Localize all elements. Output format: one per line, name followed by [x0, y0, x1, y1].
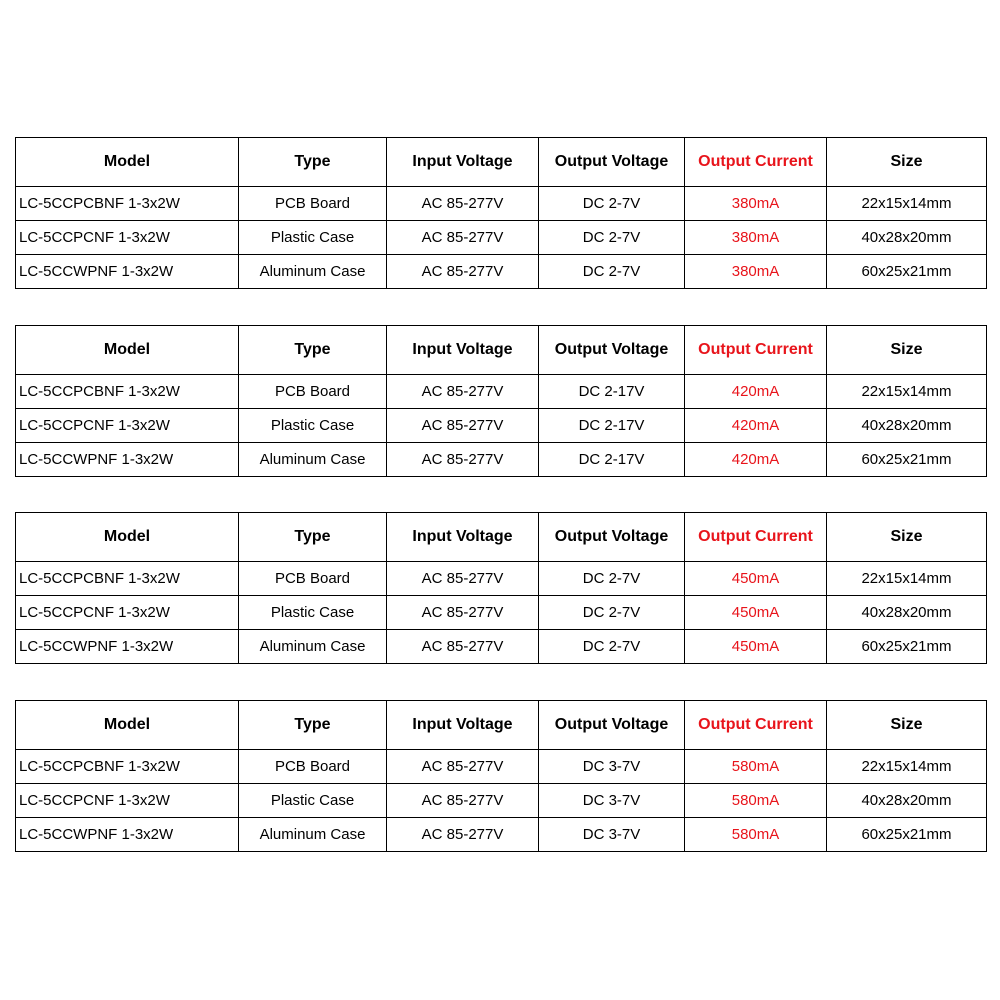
header-output-voltage: Output Voltage	[539, 138, 685, 187]
cell-size: 60x25x21mm	[827, 818, 987, 852]
cell-size: 40x28x20mm	[827, 409, 987, 443]
cell-output-voltage: DC 3-7V	[539, 818, 685, 852]
header-input-voltage: Input Voltage	[387, 513, 539, 562]
table-row	[16, 221, 987, 255]
cell-size: 22x15x14mm	[827, 375, 987, 409]
cell-type: PCB Board	[239, 562, 387, 596]
header-output-current: Output Current	[685, 138, 827, 187]
cell-input-voltage: AC 85-277V	[387, 187, 539, 221]
cell-output-current: 450mA	[685, 562, 827, 596]
header-size: Size	[827, 701, 987, 750]
header-input-voltage: Input Voltage	[387, 138, 539, 187]
header-model: Model	[16, 326, 239, 375]
header-output-current: Output Current	[685, 513, 827, 562]
cell-model: LC-5CCWPNF 1-3x2W	[16, 818, 239, 852]
cell-input-voltage: AC 85-277V	[387, 443, 539, 477]
cell-output-current: 380mA	[685, 221, 827, 255]
cell-output-current: 450mA	[685, 630, 827, 664]
cell-model: LC-5CCPCBNF 1-3x2W	[16, 187, 239, 221]
cell-output-current: 580mA	[685, 750, 827, 784]
spec-table-420ma	[15, 325, 987, 477]
cell-size: 22x15x14mm	[827, 750, 987, 784]
cell-input-voltage: AC 85-277V	[387, 221, 539, 255]
header-size: Size	[827, 513, 987, 562]
table-header-row	[16, 326, 987, 375]
cell-size: 40x28x20mm	[827, 784, 987, 818]
cell-output-voltage: DC 2-17V	[539, 409, 685, 443]
cell-type: Plastic Case	[239, 784, 387, 818]
cell-type: Aluminum Case	[239, 255, 387, 289]
header-output-voltage: Output Voltage	[539, 513, 685, 562]
header-output-current: Output Current	[685, 701, 827, 750]
cell-type: PCB Board	[239, 187, 387, 221]
cell-type: Aluminum Case	[239, 443, 387, 477]
cell-model: LC-5CCWPNF 1-3x2W	[16, 255, 239, 289]
cell-output-current: 450mA	[685, 596, 827, 630]
cell-model: LC-5CCPCNF 1-3x2W	[16, 596, 239, 630]
cell-model: LC-5CCPCNF 1-3x2W	[16, 221, 239, 255]
table-row	[16, 255, 987, 289]
cell-input-voltage: AC 85-277V	[387, 255, 539, 289]
cell-input-voltage: AC 85-277V	[387, 375, 539, 409]
header-output-voltage: Output Voltage	[539, 326, 685, 375]
table-row	[16, 187, 987, 221]
cell-output-current: 420mA	[685, 443, 827, 477]
cell-output-voltage: DC 2-7V	[539, 562, 685, 596]
cell-output-voltage: DC 2-7V	[539, 221, 685, 255]
cell-input-voltage: AC 85-277V	[387, 784, 539, 818]
cell-output-voltage: DC 2-17V	[539, 375, 685, 409]
table-row	[16, 596, 987, 630]
header-type: Type	[239, 701, 387, 750]
cell-type: PCB Board	[239, 750, 387, 784]
header-input-voltage: Input Voltage	[387, 326, 539, 375]
cell-input-voltage: AC 85-277V	[387, 596, 539, 630]
cell-input-voltage: AC 85-277V	[387, 818, 539, 852]
header-type: Type	[239, 513, 387, 562]
cell-type: Plastic Case	[239, 596, 387, 630]
header-type: Type	[239, 138, 387, 187]
cell-output-current: 580mA	[685, 784, 827, 818]
cell-input-voltage: AC 85-277V	[387, 750, 539, 784]
cell-type: Aluminum Case	[239, 630, 387, 664]
cell-size: 60x25x21mm	[827, 255, 987, 289]
cell-input-voltage: AC 85-277V	[387, 562, 539, 596]
cell-model: LC-5CCWPNF 1-3x2W	[16, 630, 239, 664]
header-size: Size	[827, 138, 987, 187]
cell-size: 22x15x14mm	[827, 562, 987, 596]
cell-model: LC-5CCPCBNF 1-3x2W	[16, 375, 239, 409]
table-header-row	[16, 513, 987, 562]
cell-output-current: 380mA	[685, 255, 827, 289]
cell-output-voltage: DC 3-7V	[539, 750, 685, 784]
cell-output-current: 420mA	[685, 375, 827, 409]
spec-table-580ma	[15, 700, 987, 852]
cell-model: LC-5CCPCNF 1-3x2W	[16, 784, 239, 818]
table-header-row	[16, 138, 987, 187]
cell-output-voltage: DC 2-17V	[539, 443, 685, 477]
cell-model: LC-5CCPCBNF 1-3x2W	[16, 562, 239, 596]
cell-size: 40x28x20mm	[827, 221, 987, 255]
table-row	[16, 443, 987, 477]
cell-size: 40x28x20mm	[827, 596, 987, 630]
cell-output-voltage: DC 2-7V	[539, 187, 685, 221]
header-model: Model	[16, 138, 239, 187]
header-input-voltage: Input Voltage	[387, 701, 539, 750]
cell-output-voltage: DC 2-7V	[539, 255, 685, 289]
header-type: Type	[239, 326, 387, 375]
cell-model: LC-5CCPCNF 1-3x2W	[16, 409, 239, 443]
cell-model: LC-5CCPCBNF 1-3x2W	[16, 750, 239, 784]
table-header-row	[16, 701, 987, 750]
table-row	[16, 409, 987, 443]
header-output-current: Output Current	[685, 326, 827, 375]
header-model: Model	[16, 513, 239, 562]
spec-table-450ma	[15, 512, 987, 664]
table-row	[16, 750, 987, 784]
cell-type: Aluminum Case	[239, 818, 387, 852]
cell-type: Plastic Case	[239, 409, 387, 443]
header-output-voltage: Output Voltage	[539, 701, 685, 750]
cell-output-current: 380mA	[685, 187, 827, 221]
header-model: Model	[16, 701, 239, 750]
spec-table-380ma	[15, 137, 987, 289]
cell-type: Plastic Case	[239, 221, 387, 255]
table-row	[16, 630, 987, 664]
cell-model: LC-5CCWPNF 1-3x2W	[16, 443, 239, 477]
cell-output-voltage: DC 2-7V	[539, 596, 685, 630]
cell-input-voltage: AC 85-277V	[387, 630, 539, 664]
cell-output-voltage: DC 2-7V	[539, 630, 685, 664]
table-row	[16, 818, 987, 852]
cell-size: 60x25x21mm	[827, 443, 987, 477]
cell-size: 60x25x21mm	[827, 630, 987, 664]
cell-input-voltage: AC 85-277V	[387, 409, 539, 443]
table-row	[16, 784, 987, 818]
cell-size: 22x15x14mm	[827, 187, 987, 221]
cell-output-voltage: DC 3-7V	[539, 784, 685, 818]
cell-output-current: 580mA	[685, 818, 827, 852]
header-size: Size	[827, 326, 987, 375]
cell-output-current: 420mA	[685, 409, 827, 443]
cell-type: PCB Board	[239, 375, 387, 409]
table-row	[16, 562, 987, 596]
table-row	[16, 375, 987, 409]
